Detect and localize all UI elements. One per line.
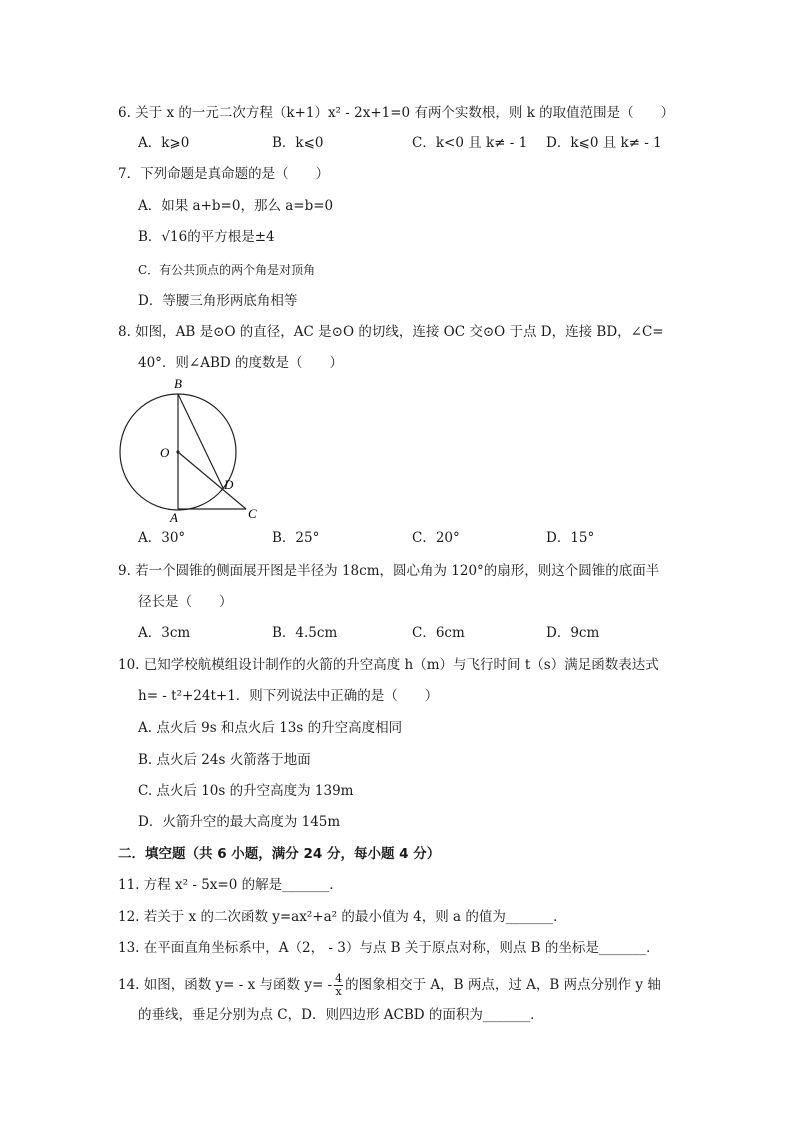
- q7-option-a[interactable]: A．如果 a+b=0，那么 a=b=0: [138, 198, 334, 214]
- q6-option-d[interactable]: D．k⩽0 且 k≠ - 1: [546, 135, 662, 151]
- label-d: D: [224, 477, 234, 492]
- q8-option-b[interactable]: B．25°: [272, 530, 320, 546]
- q10-option-c[interactable]: C. 点火后 10s 的升空高度为 139m: [138, 783, 354, 799]
- q9-option-d[interactable]: D．9cm: [546, 625, 600, 641]
- q9-stem-line1: 9. 若一个圆锥的侧面展开图是半径为 18cm，圆心角为 120°的扇形，则这个圆锥的底面半: [118, 563, 660, 579]
- label-a: A: [170, 510, 178, 524]
- q7-option-b[interactable]: B．√16的平方根是±4: [138, 229, 275, 245]
- center-dot: [176, 450, 179, 453]
- q8-option-d[interactable]: D．15°: [546, 530, 595, 546]
- q14-part1: 14. 如图，函数 y= - x 与函数 y= -: [118, 977, 333, 993]
- label-o: O: [160, 445, 170, 460]
- label-c: C: [248, 506, 257, 521]
- q8-circle-figure: [112, 374, 272, 524]
- q14-line1: [118, 973, 661, 998]
- q8-stem-line2: 40°．则∠ABD 的度数是（ ）: [138, 355, 344, 371]
- q9-option-a[interactable]: A．3cm: [138, 625, 191, 641]
- q9-option-c[interactable]: C．6cm: [412, 625, 465, 641]
- q6-option-c[interactable]: C．k<0 且 k≠ - 1: [412, 135, 528, 151]
- q12-text: 12. 若关于 x 的二次函数 y=ax²+a² 的最小值为 4，则 a 的值为_______．: [118, 909, 567, 925]
- q6-stem: 6. 关于 x 的一元二次方程（k+1）x² - 2x+1=0 有两个实数根，则 k 的取值范围是（ ）: [118, 105, 675, 121]
- q7-option-c[interactable]: C．有公共顶点的两个角是对顶角: [138, 263, 316, 277]
- q13-text: 13. 在平面直角坐标系中，A（2， - 3）与点 B 关于原点对称，则点 B 的坐标是_______．: [118, 940, 660, 956]
- q11-text: 11. 方程 x² - 5x=0 的解是_______．: [118, 877, 343, 893]
- q14-fraction: [334, 973, 343, 998]
- q10-stem-line2: h= - t²+24t+1．则下列说法中正确的是（ ）: [138, 688, 439, 704]
- label-b: B: [174, 376, 182, 391]
- q7-option-d[interactable]: D．等腰三角形两底角相等: [138, 293, 298, 309]
- q6-option-b[interactable]: B．k⩽0: [272, 135, 324, 151]
- q7-stem: 7．下列命题是真命题的是（ ）: [118, 166, 330, 182]
- q14-frac-num: 4: [335, 972, 343, 985]
- q10-stem-line1: 10. 已知学校航模组设计制作的火箭的升空高度 h（m）与飞行时间 t（s）满足函数表达式: [118, 657, 659, 673]
- q10-option-a[interactable]: A. 点火后 9s 和点火后 13s 的升空高度相同: [138, 720, 403, 736]
- q8-option-c[interactable]: C．20°: [412, 530, 460, 546]
- section-2-heading: 二．填空题（共 6 小题，满分 24 分，每小题 4 分）: [118, 846, 441, 862]
- q14-part2: 的图象相交于 A，B 两点，过 A，B 两点分别作 y 轴: [345, 977, 661, 993]
- q9-option-b[interactable]: B．4.5cm: [272, 625, 338, 641]
- q10-option-b[interactable]: B. 点火后 24s 火箭落于地面: [138, 752, 311, 768]
- q14-line2: 的垂线，垂足分别为点 C，D．则四边形 ACBD 的面积为_______．: [138, 1007, 544, 1023]
- q10-option-d[interactable]: D．火箭升空的最大高度为 145m: [138, 814, 341, 830]
- q9-stem-line2: 径长是（ ）: [138, 594, 233, 610]
- q8-stem-line1: 8. 如图，AB 是⊙O 的直径，AC 是⊙O 的切线，连接 OC 交⊙O 于点 D，连接 BD，∠C=: [118, 324, 664, 340]
- q14-frac-den: x: [335, 985, 342, 998]
- q8-option-a[interactable]: A．30°: [138, 530, 186, 546]
- q6-option-a[interactable]: A．k⩾0: [138, 135, 190, 151]
